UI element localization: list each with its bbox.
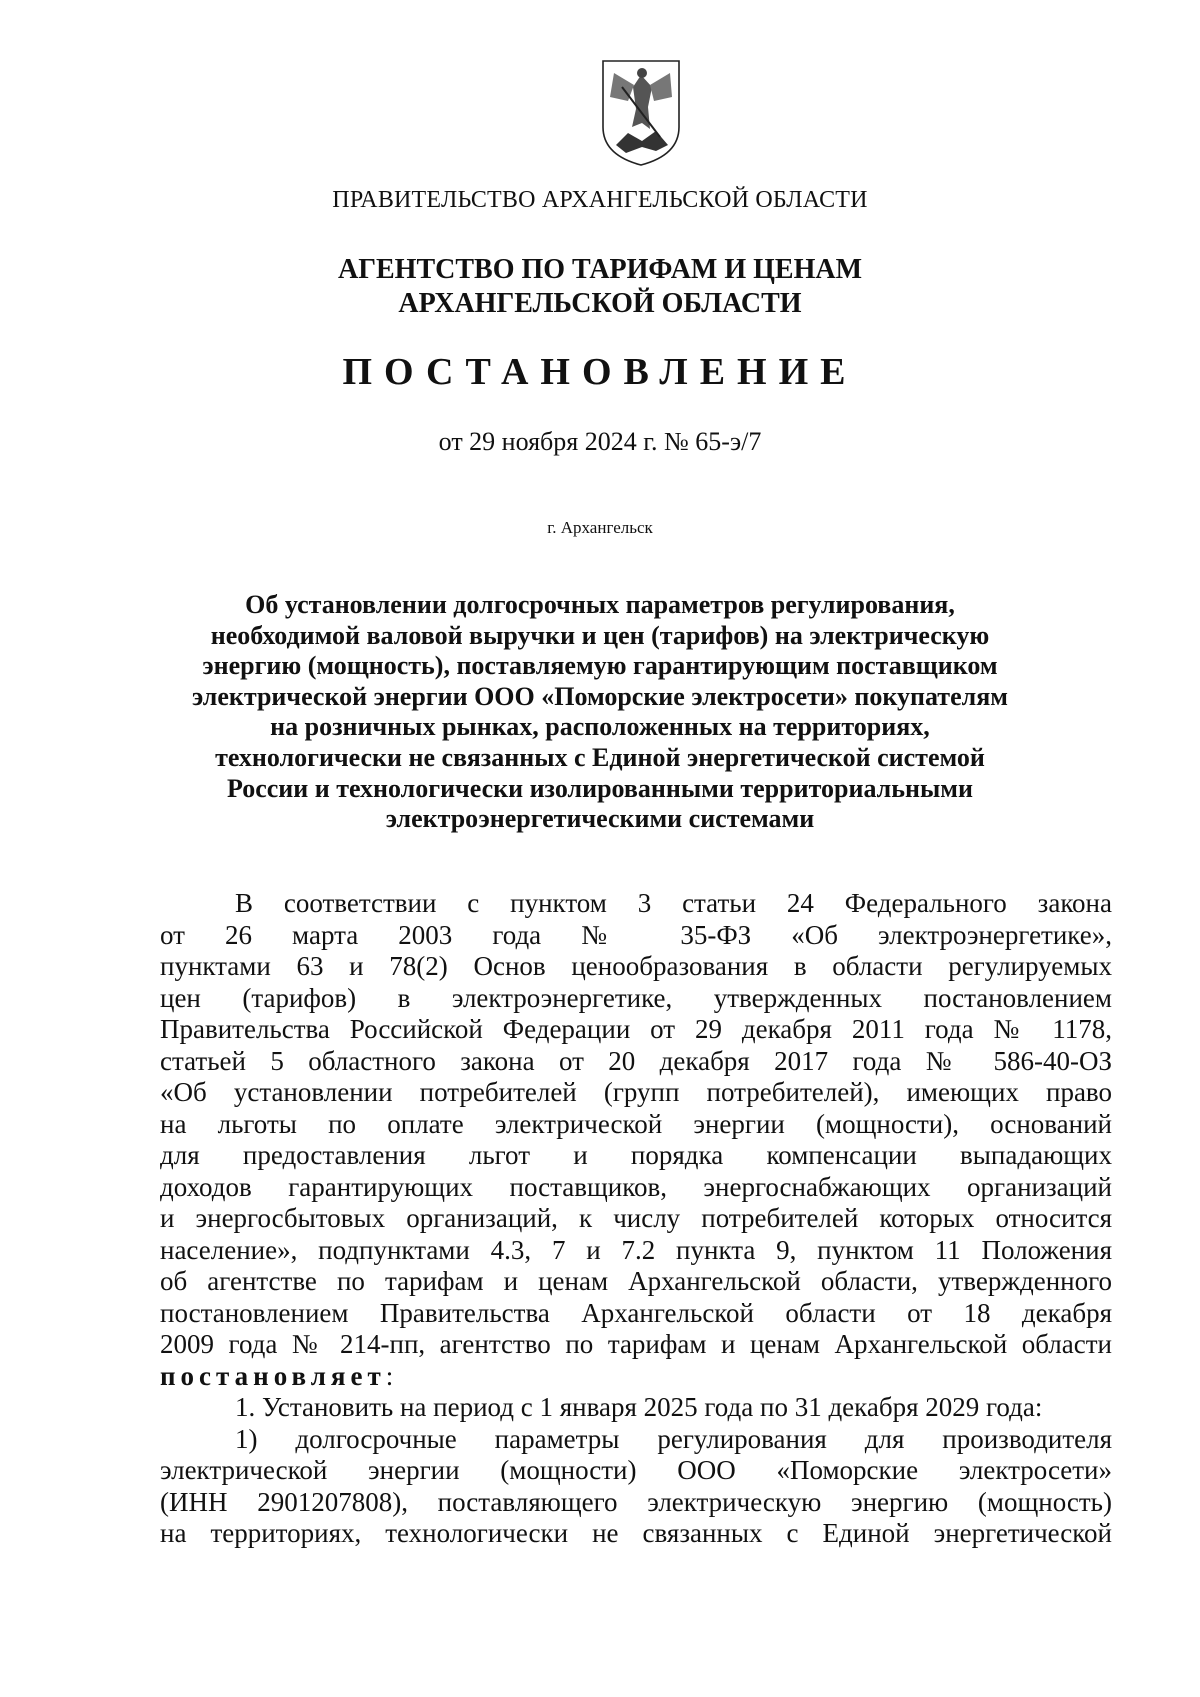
resolves-line <box>160 1361 1112 1393</box>
resolves-word: постановляет <box>160 1360 386 1391</box>
body-line: для предоставления льгот и порядка компенсации выпадающих <box>160 1140 1112 1170</box>
body-line: и энергосбытовых организаций, к числу потребителей которых относится <box>160 1203 1112 1233</box>
body-line: доходов гарантирующих поставщиков, энергоснабжающих организаций <box>160 1171 1112 1202</box>
body-line: пунктами 63 и 78(2) Основ ценообразования в области регулируемых <box>160 951 1112 981</box>
subject-line: необходимой валовой выручки и цен (тарифов) на электрическую <box>210 620 990 650</box>
body-line: от 26 марта 2003 года № 35-ФЗ «Об электроэнергетике», <box>160 919 1112 950</box>
agency-name-line2: АРХАНГЕЛЬСКОЙ ОБЛАСТИ <box>398 288 802 319</box>
subject-line: России и технологически изолированными территориальными <box>226 773 973 803</box>
document-subject <box>150 590 1050 835</box>
document-city: г. Архангельск <box>547 518 653 537</box>
subject-line: Об установлении долгосрочных параметров регулирования, <box>245 590 955 619</box>
subject-line: технологически не связанных с Единой энергетической системой <box>215 742 985 772</box>
body-line: статьей 5 областного закона от 20 декабря 2017 года № 586-40-ОЗ <box>160 1045 1112 1076</box>
body-line: (ИНН 2901207808), поставляющего электрическую энергию (мощность) <box>160 1486 1112 1517</box>
resolves-colon: : <box>385 1360 394 1391</box>
agency-name-line1: АГЕНТСТВО ПО ТАРИФАМ И ЦЕНАМ <box>337 254 863 285</box>
body-line: 1) долгосрочные параметры регулирования для производителя <box>235 1423 1112 1454</box>
subject-line: энергию (мощность), поставляемую гарантирующим поставщиком <box>202 651 998 681</box>
agency-name <box>0 253 1200 321</box>
body-line: Правительства Российской Федерации от 29 декабря 2011 года № 1178, <box>160 1014 1112 1044</box>
body-line: постановлением Правительства Архангельской области от 18 декабря <box>160 1297 1112 1328</box>
subject-line: на розничных рынках, расположенных на территориях, <box>270 712 930 742</box>
body-line: 2009 года № 214-пп, агентство по тарифам и ценам Архангельской области <box>160 1329 1112 1359</box>
subject-line: электрической энергии ООО «Поморские электросети» покупателям <box>192 681 1008 711</box>
document-type: ПОСТАНОВЛЕНИЕ <box>342 351 858 393</box>
body-line: В соответствии с пунктом 3 статьи 24 Федерального закона <box>235 888 1112 918</box>
coat-of-arms-emblem <box>598 57 684 169</box>
body-line: на льготы по оплате электрической энергии (мощности), оснований <box>160 1108 1112 1139</box>
body-line: население», подпунктами 4.3, 7 и 7.2 пункта 9, пунктом 11 Положения <box>160 1234 1112 1265</box>
document-date-number: от 29 ноября 2024 г. № 65-э/7 <box>438 427 762 456</box>
document-body <box>160 888 1112 1550</box>
body-line: на территориях, технологически не связанных с Единой энергетической <box>160 1518 1112 1548</box>
body-line: «Об установлении потребителей (групп потребителей), имеющих право <box>160 1077 1112 1107</box>
body-line: цен (тарифов) в электроэнергетике, утвержденных постановлением <box>160 982 1112 1013</box>
body-line: электрической энергии (мощности) ООО «Поморские электросети» <box>160 1455 1112 1485</box>
item-1: 1. Установить на период с 1 января 2025 года по 31 декабря 2029 года: <box>235 1392 1043 1422</box>
subject-line: электроэнергетическими системами <box>385 804 815 834</box>
body-line: об агентстве по тарифам и ценам Архангельской области, утвержденного <box>160 1266 1112 1296</box>
government-name: ПРАВИТЕЛЬСТВО АРХАНГЕЛЬСКОЙ ОБЛАСТИ <box>332 187 868 213</box>
